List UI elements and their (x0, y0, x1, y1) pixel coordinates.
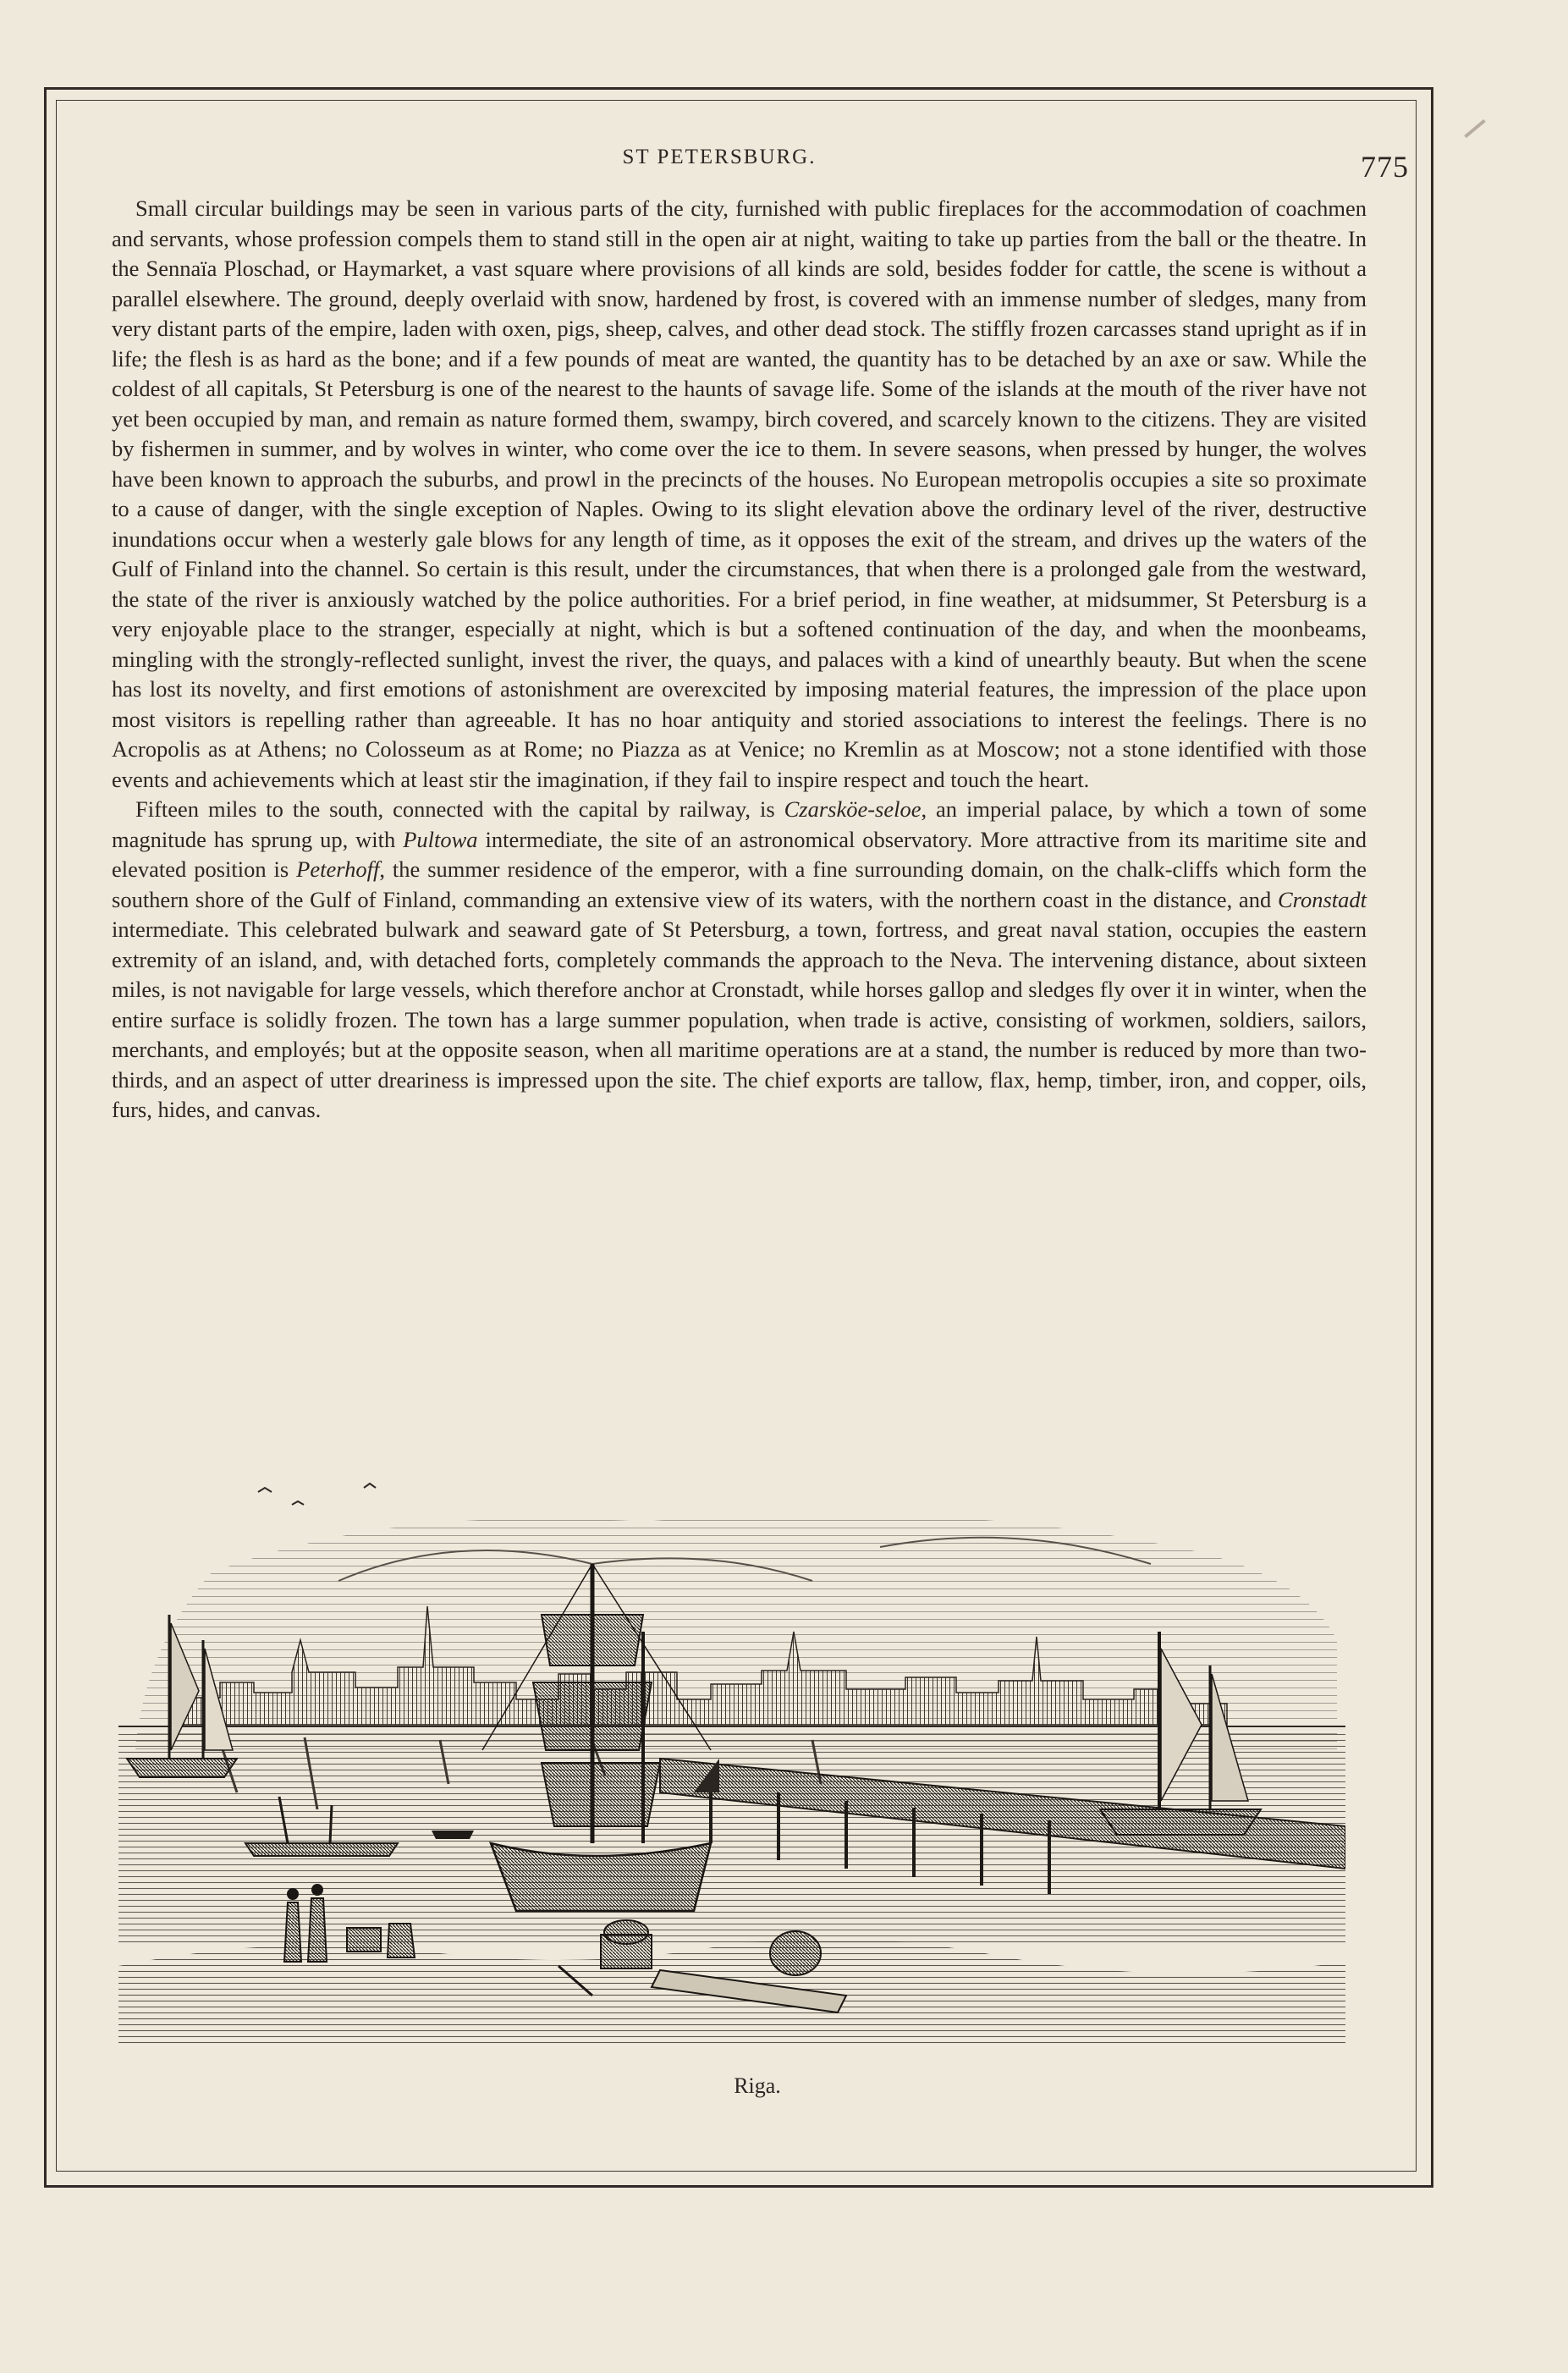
paragraph-2-text: intermediate. This celebrated bulwark and seaward gate of St Petersburg, a town, fortress, and great naval station, occupies the eastern extremity of an island, and, with detached forts, completely commands the approach to the Neva. The intervening distance, about sixteen miles, is not navigable for large vessels, which therefore anchor at Cronstadt, while horses gallop and sledges fly over it in winter, when the entire surface is solidly frozen. The town has a large summer population, when trade is active, consisting of workmen, soldiers, sailors, merchants, and employés; but at the opposite season, when all maritime operations are at a stand, the number is reduced by more than two-thirds, and an aspect of utter dreariness is impressed upon the site. The chief exports are tallow, flax, hemp, timber, iron, and copper, oils, furs, hides, and canvas. (112, 917, 1367, 1122)
paragraph-2-text: Fifteen miles to the south, connected with the capital by railway, is (135, 796, 784, 822)
paragraph-2-text: , the summer residence of the emperor, with a fine surrounding domain, on the chalk-cliffs which form the southern shore of the Gulf of Finland, commanding an extensive view of its waters, with the northern coast in the distance, and (112, 856, 1367, 912)
paragraph-1-text: Small circular buildings may be seen in various parts of the city, furnished with public fireplaces for the accommodation of coachmen and servants, whose profession compels them to stand still in the open air at night, waiting to take up parties from the ball or the theatre. In the Sennaïa Ploschad, or Haymarket, a vast square where provisions of all kinds are sold, besides fodder for cattle, the scene is without a parallel elsewhere. The ground, deeply overlaid with snow, hardened by frost, is covered with an immense number of sledges, many from very distant parts of the empire, laden with oxen, pigs, sheep, calves, and other dead stock. The stiffly frozen carcasses stand upright as if in life; the flesh is as hard as the bone; and if a few pounds of meat are wanted, the quantity has to be detached by an axe or saw. While the coldest of all capitals, St Petersburg is one of the nearest to the haunts of savage life. Some of the islands at the mouth of the river have not yet been occupied by man, and remain as nature formed them, swampy, birch covered, and scarcely known to the citizens. They are visited by fishermen in summer, and by wolves in winter, who come over the ice to them. In severe seasons, when pressed by hunger, the wolves have been known to approach the suburbs, and prowl in the precincts of the houses. No European metropolis occupies a site so proximate to a cause of danger, with the single exception of Naples. Owing to its slight elevation above the ordinary level of the river, destructive inundations occur when a westerly gale blows for any length of time, as it opposes the exit of the stream, and drives up the waters of the Gulf of Finland into the channel. So certain is this result, under the circumstances, that when there is a prolonged gale from the westward, the state of the river is anxiously watched by the police authorities. For a brief period, in fine weather, at midsummer, St Petersburg is a very enjoyable place to the stranger, especially at night, which is but a softened continuation of the day, and when the moonbeams, mingling with the strongly-reflected sunlight, invest the river, the quays, and palaces with a kind of unearthly beauty. But when the scene has lost its novelty, and first emotions of astonishment are overexcited by imposing material features, the impression of the place upon most visitors is repelling rather than agreeable. It has no hoar antiquity and storied associations to interest the feelings. There is no Acropolis as at Athens; no Colosseum as at Rome; no Piazza as at Venice; no Kremlin as at Moscow; not a stone identified with those events and achievements which at least stir the imagination, if they fail to inspire respect and touch the heart. (112, 195, 1367, 792)
riga-harbour-engraving (118, 1471, 1345, 2046)
paragraph-2-text: intermediate, the site of an astronomical observatory. More attractive from its maritime site and elevated position is (112, 826, 1367, 882)
margin-pencil-mark (1464, 119, 1486, 138)
paragraph-2 (112, 795, 1367, 1126)
place-name-pultowa: Pultowa (403, 826, 478, 852)
body-text (112, 194, 1367, 1126)
place-name-czarskoe-seloe: Czarsköe-seloe (784, 796, 922, 822)
illustration-caption: Riga. (734, 2073, 781, 2098)
running-title: ST PETERSBURG. (622, 146, 817, 168)
page-number: 775 (1361, 150, 1409, 184)
paragraph-2-text: , an imperial palace, by which a town of some magnitude has sprung up, with (112, 796, 1367, 852)
paragraph-1 (112, 194, 1367, 795)
place-name-peterhoff: Peterhoff (296, 856, 380, 882)
place-name-cronstadt: Cronstadt (1277, 886, 1367, 912)
